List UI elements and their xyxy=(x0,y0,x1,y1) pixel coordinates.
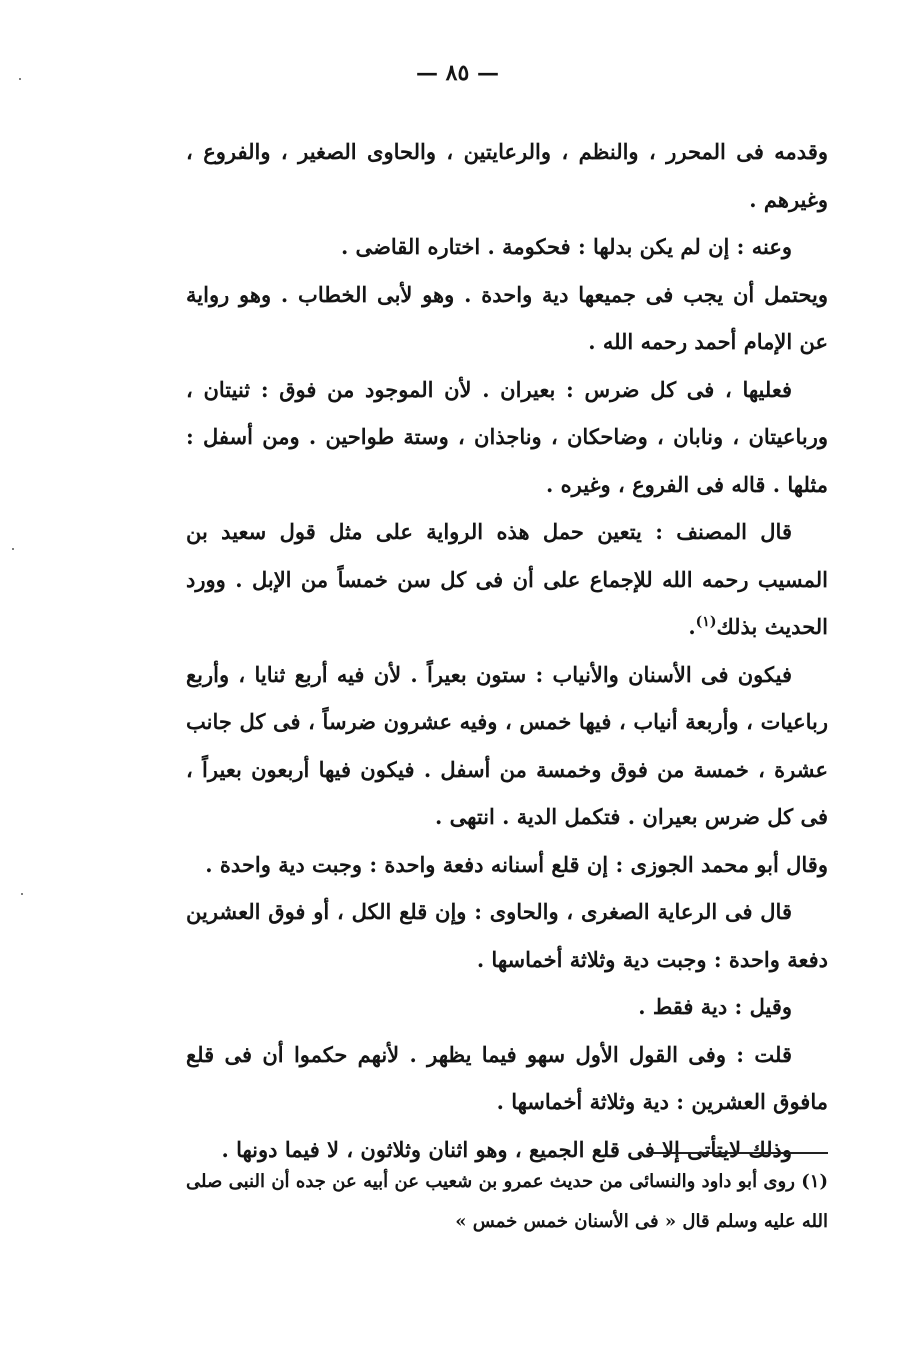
footnote-reference[interactable]: (١) xyxy=(695,614,717,630)
paragraph-2: وعنه : إن لم يكن بدلها : فحكومة . اختاره القاضى . xyxy=(340,234,792,259)
paragraph-5-text: قال المصنف : يتعين حمل هذه الرواية على مثل قول سعيد بن المسيب رحمه الله للإجماع على أن فى كل سن خمساً من الإبل . وورد الحديث بذلك xyxy=(186,519,828,639)
scan-speck xyxy=(12,548,14,550)
paragraph-1: وقدمه فى المحرر ، والنظم ، والرعايتين ، والحاوى الصغير ، والفروع ، وغيرهم . xyxy=(186,139,828,212)
paragraph-3: ويحتمل أن يجب فى جميعها دية واحدة . وهو لأبى الخطاب . وهو رواية عن الإمام أحمد رحمه الله . xyxy=(186,281,828,354)
paragraph-5 xyxy=(186,508,828,651)
paragraph-5-end: . xyxy=(688,614,696,639)
paragraph-10: قلت : وفى القول الأول سهو فيما يظهر . لأنهم حكموا أن فى قلع مافوق العشرين : دية وثلاثة أخماسها . xyxy=(186,1041,828,1114)
paragraph-8: قال فى الرعاية الصغرى ، والحاوى : وإن قلع الكل ، أو فوق العشرين دفعة واحدة : وجبت دية وثلاثة أخماسها . xyxy=(186,899,828,972)
main-text xyxy=(186,128,828,1173)
page-number: — ٨٥ — xyxy=(416,60,499,86)
paragraph-6: فيكون فى الأسنان والأنياب : ستون بعيراً . لأن فيه أربع ثنايا ، وأربع رباعيات ، وأربعة أنياب ، فيها خمس ، وفيه عشرون ضرساً ، فى كل جانب عشرة ، خمسة من فوق وخمسة من أسفل . فيكون فيها أربعون بعيراً ، فى كل ضرس بعيران . فتكمل الدية . انتهى . xyxy=(186,661,828,829)
paragraph-4: فعليها ، فى كل ضرس : بعيران . لأن الموجود من فوق : ثنيتان ، ورباعيتان ، ونابان ، وضاحكان ، وناجذان ، وستة طواحين . ومن أسفل : مثلها . قاله فى الفروع ، وغيره . xyxy=(186,376,828,497)
footnote-divider xyxy=(648,1152,828,1154)
footnote: (١) روى أبو داود والنسائى من حديث عمرو بن شعيب عن أبيه عن جده أن النبى صلى الله عليه وسلم قال « فى الأسنان خمس خمس » xyxy=(186,1171,828,1232)
paragraph-11: وذلك لايتأتى إلا فى قلع الجميع ، وهو اثنان وثلاثون ، لا فيما دونها . xyxy=(221,1136,792,1162)
scan-speck xyxy=(19,78,21,80)
paragraph-9: وقيل : دية فقط . xyxy=(638,994,792,1019)
scan-speck xyxy=(21,893,23,895)
paragraph-7: وقال أبو محمد الجوزى : إن قلع أسنانه دفعة واحدة : وجبت دية واحدة . xyxy=(205,851,828,877)
